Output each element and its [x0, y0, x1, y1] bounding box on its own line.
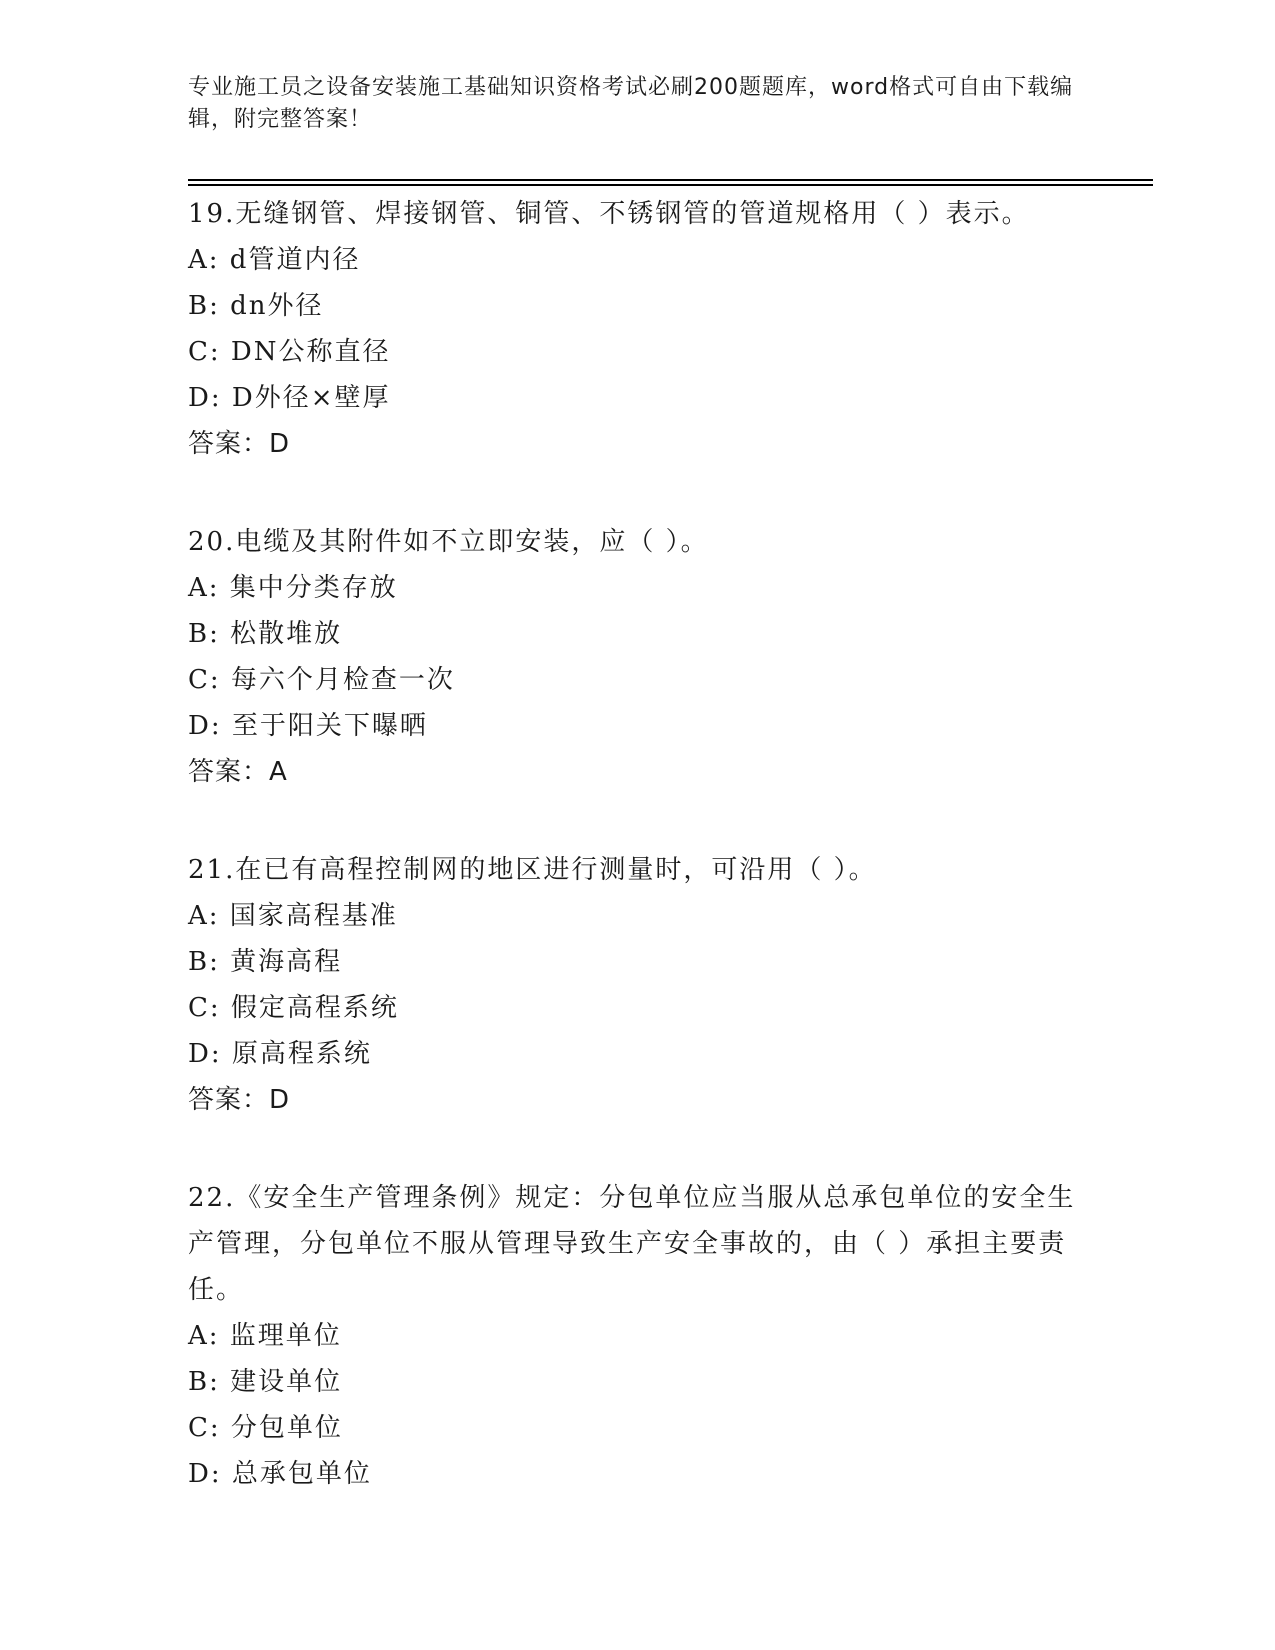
option-d: D: 原高程系统 — [188, 1039, 372, 1069]
option-d: D: D外径×壁厚 — [188, 383, 391, 413]
option-a: A: 国家高程基准 — [188, 901, 398, 931]
question-21 — [188, 847, 1078, 1123]
option-c: C: DN公称直径 — [188, 337, 391, 367]
answer-line: 答案：A — [188, 757, 288, 787]
option-d: D: 至于阳关下曝晒 — [188, 711, 428, 741]
option-a: A: d管道内径 — [188, 245, 361, 275]
question-19 — [188, 191, 1078, 467]
option-b: B: 黄海高程 — [188, 947, 343, 977]
option-b: B: dn外径 — [188, 291, 324, 321]
question-20 — [188, 519, 1078, 795]
header-divider-bottom — [188, 184, 1153, 186]
option-c: C: 假定高程系统 — [188, 993, 399, 1023]
question-text: 22.《安全生产管理条例》规定：分包单位应当服从总承包单位的安全生产管理，分包单位不服从管理导致生产安全事故的，由（ ）承担主要责任。 — [188, 1183, 1076, 1305]
header-divider-top — [188, 179, 1153, 181]
question-text: 19.无缝钢管、焊接钢管、铜管、不锈钢管的管道规格用（ ）表示。 — [188, 199, 1030, 229]
question-text: 21.在已有高程控制网的地区进行测量时，可沿用（ ）。 — [188, 855, 877, 885]
answer-line: 答案：D — [188, 1085, 291, 1115]
option-c: C: 分包单位 — [188, 1413, 343, 1443]
question-22 — [188, 1175, 1078, 1497]
option-b: B: 建设单位 — [188, 1367, 343, 1397]
option-d: D: 总承包单位 — [188, 1459, 372, 1489]
option-a: A: 监理单位 — [188, 1321, 342, 1351]
option-c: C: 每六个月检查一次 — [188, 665, 455, 695]
question-list — [188, 191, 1078, 1549]
document-title: 专业施工员之设备安装施工基础知识资格考试必刷200题题库，word格式可自由下载编辑，附完整答案！ — [188, 75, 1074, 132]
option-a: A: 集中分类存放 — [188, 573, 398, 603]
question-text: 20.电缆及其附件如不立即安装，应（ ）。 — [188, 527, 709, 557]
option-b: B: 松散堆放 — [188, 619, 343, 649]
answer-line: 答案：D — [188, 429, 291, 459]
